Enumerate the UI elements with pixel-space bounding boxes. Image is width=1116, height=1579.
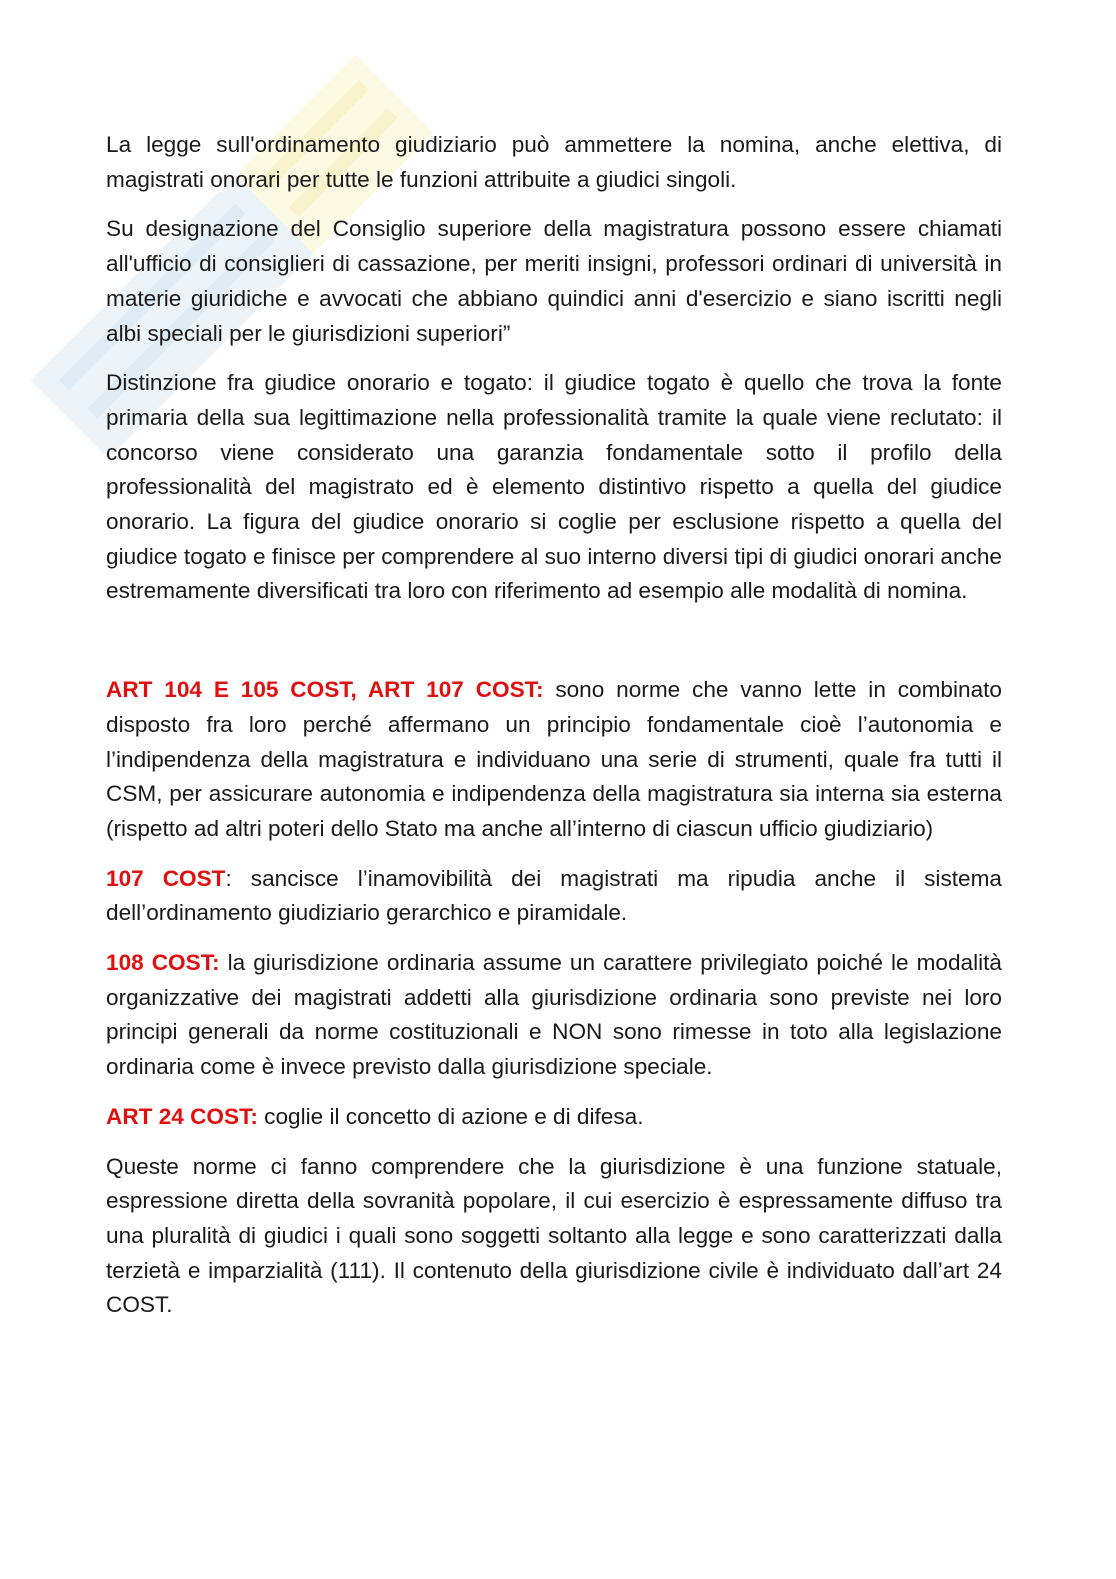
article-heading: 108 COST: [106,950,220,976]
article-heading: ART 24 COST: [106,1103,258,1129]
paragraph [106,212,1002,351]
paragraph-text: coglie il concetto di azione e di difesa. [257,1103,644,1129]
article-heading: ART 104 E 105 COST, ART 107 COST: [106,677,544,703]
paragraph-text: : sancisce l’inamovibilità dei magistrati ma ripudia anche il sistema dell’ordinamento giudiziario gerarchico e piramidale. [106,865,1002,926]
paragraph [106,128,1002,197]
paragraph [106,862,1002,931]
paragraph [106,1100,1002,1135]
paragraph-text: Queste norme ci fanno comprendere che la giurisdizione è una funzione statuale, espressione diretta della sovranità popolare, il cui esercizio è espressamente diffuso tra una pluralità di giudici i quali sono soggetti soltanto alla legge e sono caratterizzati dalla terzietà e imparzialità (111). Il contenuto della giurisdizione civile è individuato dall’art 24 COST. [106,1153,1002,1318]
paragraph [106,366,1002,609]
paragraph [106,673,1002,847]
article-heading: 107 COST [106,865,226,891]
paragraph [106,1150,1002,1324]
paragraph-text: La legge sull'ordinamento giudiziario può ammettere la nomina, anche elettiva, di magistrati onorari per tutte le funzioni attribuite a giudici singoli. [106,132,1002,192]
paragraph-text: Distinzione fra giudice onorario e togato: il giudice togato è quello che trova la fonte primaria della sua legittimazione nella professionalità tramite la quale viene reclutato: il concorso viene considerato una garanzia fondamentale sotto il profilo della professionalità del magistrato ed è elemento distintivo rispetto a quella del giudice onorario. La figura del giudice onorario si coglie per esclusione rispetto a quella del giudice togato e finisce per comprendere al suo interno diversi tipi di giudici onorari anche estremamente diversificati tra loro con riferimento ad esempio alle modalità di nomina. [106,370,1002,604]
paragraph-text: la giurisdizione ordinaria assume un carattere privilegiato poiché le modalità organizzative dei magistrati addetti alla giurisdizione ordinaria sono previste nei loro principi generali da norme costituzionali e NON sono rimesse in toto alla legislazione ordinaria come è invece previsto dalla giurisdizione speciale. [106,950,1002,1080]
paragraph-text: sono norme che vanno lette in combinato disposto fra loro perché affermano un principio fondamentale cioè l’autonomia e l’indipendenza della magistratura e individuano una serie di strumenti, quale fra tutti il CSM, per assicurare autonomia e indipendenza della magistratura sia interna sia esterna (rispetto ad altri poteri dello Stato ma anche all’interno di ciascun ufficio giudiziario) [106,677,1002,841]
paragraph-text: Su designazione del Consiglio superiore della magistratura possono essere chiamati all'ufficio di consiglieri di cassazione, per meriti insigni, professori ordinari di università in materie giuridiche e avvocati che abbiano quindici anni d'esercizio e siano iscritti negli albi speciali per le giurisdizioni superiori” [106,216,1002,346]
paragraph [106,946,1002,1085]
document-body [106,128,1002,1338]
